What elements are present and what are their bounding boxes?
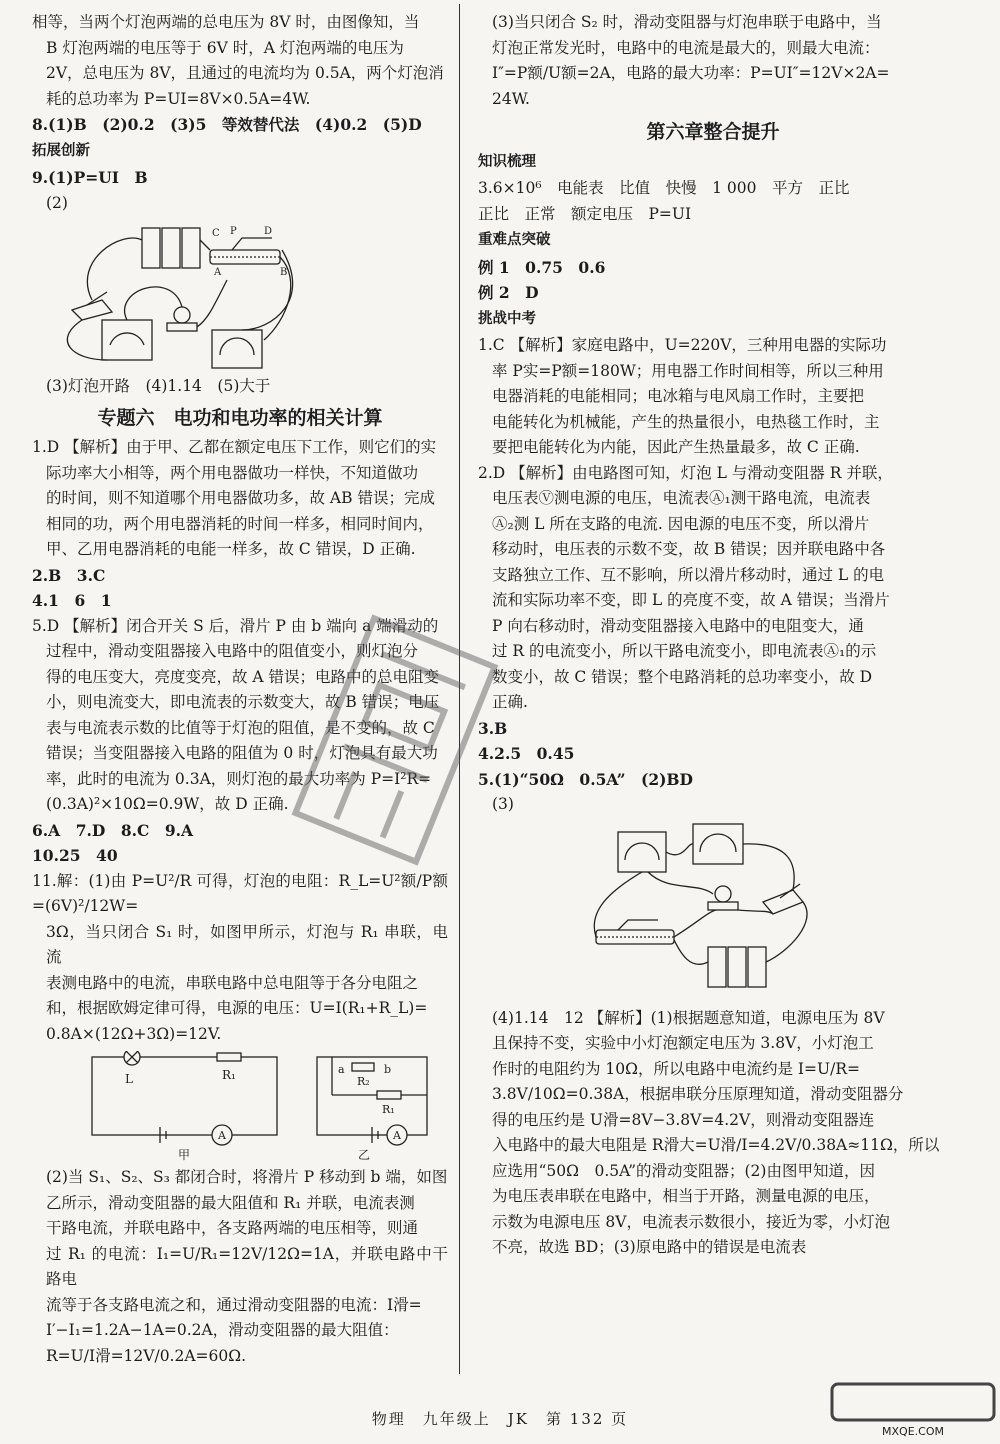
circuit-diagrams-jia-yi [32,1051,432,1161]
text-line: Ⓐ₂测 L 所在支路的电流. 因电源的电压不变，所以滑片 [492,514,870,533]
label-R1-yi: R₁ [382,1103,395,1116]
text-line: 1.D 【解析】由于甲、乙都在额定电压下工作，则它们的实 [32,438,437,456]
answer-9: 9.(1)P=UI B [32,168,148,187]
answer-11-block [32,869,448,1048]
challenge-4: 4.2.5 0.45 [478,744,575,763]
text-line: I′−I₁=1.2A−1A=0.2A，滑动变阻器的最大阻值： [46,1321,399,1339]
text-line: 不亮，故选 BD；(3)原电路中的错误是电流表 [492,1238,807,1256]
label-ammeter-yi: A [393,1129,401,1142]
text-line: 且保持不变，实验中小灯泡额定电压为 3.8V，小灯泡工 [492,1034,874,1052]
text-line: 示数为电源电压 8V，电流表示数很小，接近为零，小灯泡 [492,1212,890,1231]
label-R2: R₂ [357,1075,370,1088]
text-line: 乙所示，滑动变阻器的最大阻值和 R₁ 并联，电流表测 [46,1193,415,1212]
knowledge-line-1: 3.6×10⁶ 电能表 比值 快慢 1 000 平方 正比 [478,179,850,197]
section-heading-knowledge: 知识梳理 [478,153,536,170]
text-line: 际功率大小相等，两个用电器做功一样快，不知道做功 [46,463,419,482]
svg-text:B: B [280,267,288,278]
text-line: I″=P额/U额=2A，电路的最大功率：P=UI″=12V×2A= [492,64,890,82]
text-line: 率，此时的电流为 0.3A，则灯泡的最大功率为 P=I²R= [46,769,432,788]
text-line: 流和实际功率不变，即 L 的亮度不变，故 A 错误；当滑片 [492,591,890,609]
text-line: 甲、乙用电器消耗的电能一样多，故 C 错误，D 正确. [46,540,416,558]
example-2: 例 2 D [478,283,539,302]
svg-text:D: D [264,226,273,237]
text-line: (4)1.14 12 【解析】(1)根据题意知道，电源电压为 8V [492,1008,885,1027]
text-line: 的时间，则不知道哪个用电器做功多，故 AB 错误；完成 [46,489,435,507]
page-footer: 物理 九年级上 JK 第 132 页 [371,1410,629,1428]
text-line: 电能转化为机械能，产生的热量很小，电热毯工作时，主 [492,412,880,431]
text-line: 和，根据欧姆定律可得，电源的电压：U=I(R₁+R_L)= [46,999,428,1017]
text-line: 灯泡正常发光时，电路中的电流是最大的，则最大电流： [492,38,880,57]
label-jia: 甲 [178,1148,191,1161]
text-line: 电器消耗的电能相同；电冰箱与电风扇工作时，主要把 [492,387,865,405]
example-1: 例 1 0.75 0.6 [478,257,606,277]
svg-text:A: A [214,267,222,278]
text-line: 支路独立工作、互不影响，所以滑片移动时，通过 L 的电 [492,565,885,584]
answer-2-3: 2.B 3.C [32,565,106,585]
label-yi: 乙 [358,1148,371,1161]
text-line: 小，则电流变大，即电流表的示数变大，故 B 错误；电压 [46,693,440,711]
knowledge-line-2: 正比 正常 额定电压 P=UI [478,204,692,223]
text-line: 24W. [492,89,530,108]
text-line: 移动时，电压表的示数不变，故 B 错误；因并联电路中各 [492,540,886,558]
answer-11-part3 [478,10,948,112]
text-line: 率 P实=P额=180W；用电器工作时间相等，所以三种用 [492,361,884,380]
challenge-5-part3: (3) [492,795,514,813]
text-line: (0.3A)²×10Ω=0.9W，故 D 正确. [46,795,289,813]
circuit-diagram-9 [32,220,332,370]
label-a: a [338,1063,345,1076]
text-line: 作时的电阻约为 10Ω，所以电路中电流约是 I=U/R= [492,1059,860,1078]
text-line: 3.8V/10Ω=0.38A，根据串联分压原理知道，滑动变阻器分 [492,1085,904,1103]
text-line: 错误；当变阻器接入电路的阻值为 0 时，灯泡具有最大功 [46,744,438,762]
text-line: 得的电压约是 U滑=8V−3.8V=4.2V，则滑动变阻器连 [492,1110,875,1129]
text-line: 11.解：(1)由 P=U²/R 可得，灯泡的电阻：R_L=U²额/P额=(6V)²/12W= [32,871,448,915]
text-line: 流等于各支路电流之和，通过滑动变阻器的电流：I滑= [46,1295,422,1314]
challenge-3: 3.B [478,718,508,738]
text-line: R=U/I滑=12V/0.2A=60Ω. [46,1346,247,1365]
section-heading-expand: 拓展创新 [32,142,90,159]
answer-10: 10.25 40 [32,846,118,865]
text-line: B 灯泡两端的电压等于 6V 时，A 灯泡两端的电压为 [46,38,404,57]
text-line: 入电路中的最大电阻是 R滑大=U滑/I=4.2V/0.38A≈11Ω，所以 [492,1136,940,1154]
challenge-5: 5.(1)“50Ω 0.5A” (2)BD [478,769,693,789]
text-line: 5.D 【解析】闭合开关 S 后，滑片 P 由 b 端向 a 端滑动的 [32,616,439,635]
label-ammeter: A [218,1129,226,1142]
section-heading-key-points: 重难点突破 [478,232,551,248]
text-line: (3)当只闭合 S₂ 时，滑动变阻器与灯泡串联于电路中，当 [492,13,882,31]
label-b: b [384,1063,392,1076]
text-line: 干路电流，并联电路中，各支路两端的电压相等，则通 [46,1219,419,1237]
watermark-logo [828,1380,998,1440]
text-line: 数变小，故 C 错误；整个电路消耗的总功率变小，故 D [492,667,873,686]
text-line: 过程中，滑动变阻器接入电路中的阻值变小，则灯泡分 [46,642,419,660]
chapter-six-title: 第六章整合提升 [646,121,780,143]
text-line: P 向右移动时，滑动变阻器接入电路中的电阻变大，通 [492,616,864,635]
section-heading-challenge: 挑战中考 [478,310,536,327]
answer-8: 8.(1)B (2)0.2 (3)5 等效替代法 (4)0.2 (5)D [32,115,422,134]
text-line: 0.8A×(12Ω+3Ω)=12V. [46,1024,222,1043]
text-line: 1.C 【解析】家庭电路中，U=220V，三种用电器的实际功 [478,336,887,354]
text-line: 要把电能转化为内能，因此产生热量最多，故 C 正确. [492,438,860,456]
answer-9-part2: (2) [46,193,68,212]
answer-1-block [32,435,448,563]
watermark-text: MXQE.COM [882,1425,944,1438]
label-L: L [125,1072,133,1086]
answer-6-9: 6.A 7.D 8.C 9.A [32,820,194,840]
label-R1: R₁ [222,1068,236,1082]
text-line: 表测电路中的电流，串联电路中总电阻等于各分电阻之 [46,973,419,992]
text-line: 3Ω，当只闭合 S₁ 时，如图甲所示，灯泡与 R₁ 串联，电流 [46,922,448,966]
text-line: 过 R 的电流变小，所以干路电流变小，即电流表Ⓐ₁的示 [492,642,877,660]
text-line: 耗的总功率为 P=UI=8V×0.5A=4W. [46,89,311,108]
svg-text:C: C [212,228,220,239]
answer-11-part2 [32,1165,448,1369]
text-line: (2)当 S₁、S₂、S₃ 都闭合时，将滑片 P 移动到 b 端，如图 [46,1168,448,1186]
text-line: 应选用“50Ω 0.5A”的滑动变阻器；(2)由图甲知道，因 [492,1161,875,1180]
text-line: 过 R₁ 的电流：I₁=U/R₁=12V/12Ω=1A，并联电路中干路电 [46,1244,448,1288]
text-line: 电压表Ⓥ测电源的电压，电流表Ⓐ₁测干路电流，电流表 [492,489,871,507]
text-line: 2V，总电压为 8V，且通过的电流均为 0.5A，两个灯泡消 [46,64,444,82]
text-line: 表与电流表示数的比值等于灯泡的阻值，是不变的，故 C [46,718,435,737]
text-line: 相等，当两个灯泡两端的总电压为 8V 时，由图像知，当 [32,13,420,31]
answer-4: 4.1 6 1 [32,591,112,610]
text-line: 相同的功，两个用电器消耗的时间一样多，相同时间内， [46,514,434,533]
challenge-5-part4 [478,1006,948,1261]
right-column [478,10,948,1261]
challenge-2-block [478,461,948,716]
topic-six-title: 专题六 电功和电功率的相关计算 [97,406,383,429]
text-line: 为电压表串联在电路中，相当于开路，测量电源的电压， [492,1187,880,1205]
challenge-1-block [478,333,948,461]
text-line: 2.D 【解析】由电路图可知，灯泡 L 与滑动变阻器 R 并联， [478,463,893,482]
text-line: 正确. [492,693,528,711]
svg-text:P: P [230,226,237,237]
circuit-diagram-5 [478,822,948,1002]
text-line: 得的电压变大，亮度变亮，故 A 错误；电路中的总电阻变 [46,667,440,686]
answer-9-part3: (3)灯泡开路 (4)1.14 (5)大于 [46,377,271,395]
